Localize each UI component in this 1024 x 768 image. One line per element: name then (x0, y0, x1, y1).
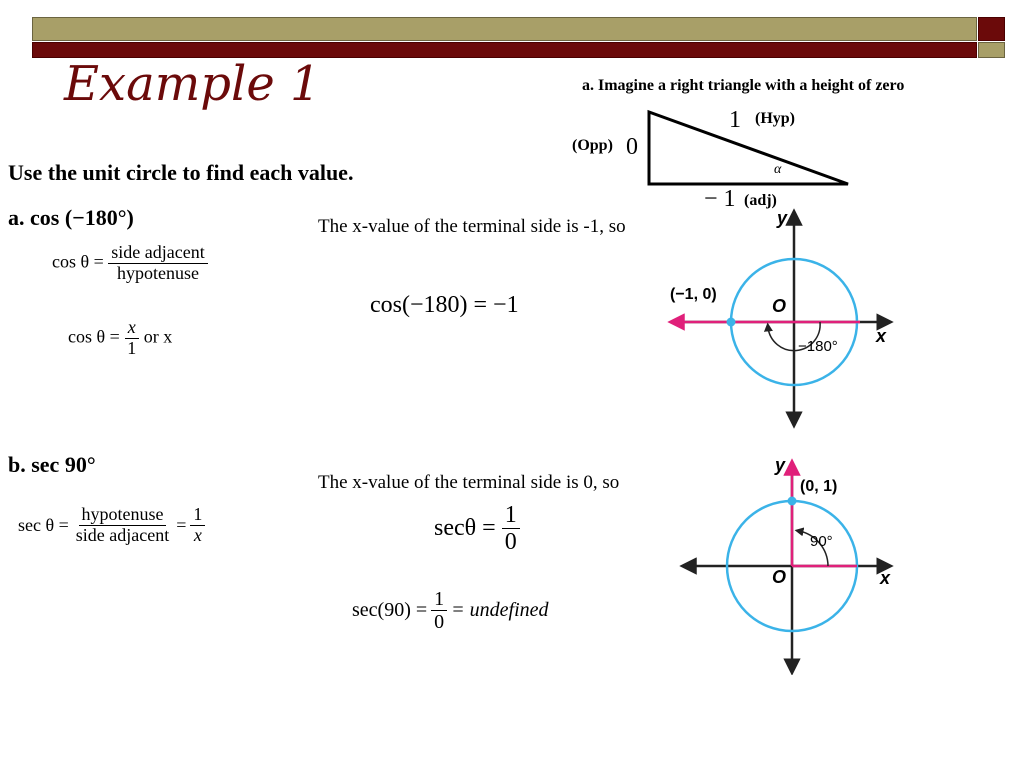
circle-a-point-label: (−1, 0) (670, 286, 717, 303)
unit-circle-b (660, 455, 900, 675)
header-bar-olive (32, 17, 977, 41)
formula-lhs: cos θ = (68, 326, 120, 347)
circle-a-y-label: y (777, 208, 788, 228)
fraction-numerator: 1 (502, 502, 520, 529)
part-b-formula (18, 505, 205, 546)
triangle-adj-value: − 1 (704, 186, 736, 212)
point-marker (727, 318, 736, 327)
fraction-denominator: 0 (434, 611, 445, 633)
formula-fraction-2 (190, 505, 205, 546)
circle-b-y-label: y (775, 455, 786, 475)
instruction-text: Use the unit circle to find each value. (8, 160, 354, 185)
circle-b-angle-label: 90° (810, 533, 833, 550)
unit-circle-a (660, 205, 900, 430)
fraction-numerator: side adjacent (108, 243, 207, 264)
circle-b-point-label: (0, 1) (800, 478, 838, 495)
fraction-numerator: 1 (431, 588, 447, 611)
part-a-formula-2 (68, 318, 172, 359)
part-a-explanation: The x-value of the terminal side is -1, so (318, 216, 626, 237)
part-b-result-2 (352, 588, 549, 633)
fraction-numerator: hypotenuse (79, 505, 167, 526)
part-a-heading: a. cos (−180°) (8, 205, 134, 230)
triangle-shape (649, 112, 848, 184)
result-fraction (502, 502, 520, 556)
circle-a-angle-label: −180° (798, 338, 838, 355)
formula-fraction (108, 243, 207, 284)
point-marker (788, 497, 797, 506)
part-b-result-1 (434, 502, 520, 556)
part-b-heading: b. sec 90° (8, 452, 96, 477)
triangle-hyp-label: (Hyp) (755, 110, 795, 127)
result-rhs: = undefined (451, 599, 549, 621)
fraction-numerator: x (125, 318, 139, 339)
result-lhs: sec(90) = (352, 599, 428, 621)
fraction-denominator: 1 (127, 337, 137, 358)
triangle-opp-value: 0 (626, 134, 638, 160)
circle-a-x-label: x (876, 326, 887, 346)
result-lhs: secθ = (434, 515, 496, 542)
header-bar-corner-red (978, 17, 1005, 41)
triangle-caption: a. Imagine a right triangle with a height of zero (582, 77, 905, 94)
header-bar-corner-olive (978, 42, 1005, 58)
part-a-formula-1 (52, 243, 208, 284)
fraction-denominator: x (193, 524, 202, 545)
formula-lhs: sec θ = (18, 514, 69, 535)
result-fraction (431, 588, 447, 633)
circle-b-origin-label: O (772, 567, 787, 587)
formula-fraction (124, 318, 139, 359)
fraction-numerator: 1 (190, 505, 205, 526)
circle-b-x-label: x (880, 568, 891, 588)
fraction-denominator: side adjacent (75, 524, 170, 545)
triangle-angle-label: α (774, 162, 782, 177)
triangle-adj-label: (adj) (744, 192, 777, 209)
part-a-result: cos(−180) = −1 (370, 292, 519, 318)
formula-lhs: cos θ = (52, 251, 104, 272)
part-b-explanation: The x-value of the terminal side is 0, so (318, 472, 620, 493)
fraction-denominator: 0 (504, 529, 517, 556)
formula-equals: = (176, 514, 187, 535)
formula-rhs: or x (143, 326, 173, 347)
triangle-opp-label: (Opp) (572, 137, 613, 154)
fraction-denominator: hypotenuse (117, 262, 199, 283)
slide-title: Example 1 (64, 56, 321, 112)
circle-a-origin-label: O (772, 296, 787, 316)
formula-fraction (73, 505, 172, 546)
triangle-hyp-value: 1 (729, 107, 741, 133)
